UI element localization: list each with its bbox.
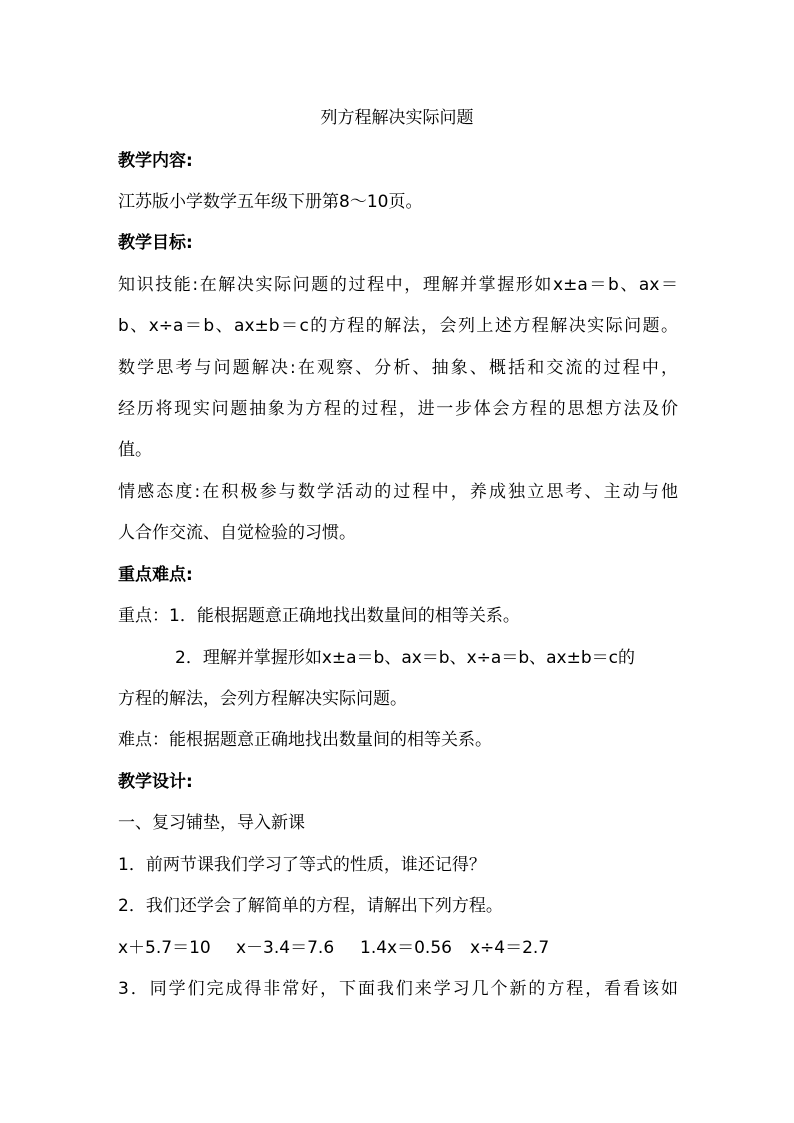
content-heading: 教学内容: — [118, 151, 193, 171]
key-point2-line1: 2．理解并掌握形如x±a＝b、ax＝b、x÷a＝b、ax±b＝c的 — [175, 648, 635, 668]
goal-thinking-line2: 经历将现实问题抽象为方程的过程，进一步体会方程的思想方法及价 — [118, 399, 678, 419]
goal-attitude-line1: 情感态度:在积极参与数学活动的过程中，养成独立思考、主动与他 — [118, 482, 678, 502]
step2-text: 2．我们还学会了解简单的方程，请解出下列方程。 — [118, 896, 503, 916]
design-heading: 教学设计: — [118, 772, 193, 792]
equation-2: x－3.4＝7.6 — [236, 938, 335, 958]
step3-text: 3．同学们完成得非常好，下面我们来学习几个新的方程，看看该如 — [118, 979, 678, 999]
goal-thinking-line3: 值。 — [118, 440, 152, 460]
equation-1: x＋5.7＝10 — [118, 938, 211, 958]
goal-attitude-line2: 人合作交流、自觉检验的习惯。 — [118, 523, 356, 543]
goal-knowledge-line1: 知识技能:在解决实际问题的过程中，理解并掌握形如x±a＝b、ax＝ — [118, 275, 678, 295]
equation-3: 1.4x＝0.56 — [360, 938, 452, 958]
part1-heading: 一、复习铺垫，导入新课 — [118, 813, 305, 833]
goal-knowledge-line2: b、x÷a＝b、ax±b＝c的方程的解法，会列上述方程解决实际问题。 — [118, 316, 678, 336]
equation-4: x÷4＝2.7 — [470, 938, 550, 958]
page-title: 列方程解决实际问题 — [320, 108, 474, 128]
difficulty-text: 难点：能根据题意正确地找出数量间的相等关系。 — [118, 730, 492, 750]
goal-thinking-line1: 数学思考与问题解决:在观察、分析、抽象、概括和交流的过程中， — [118, 358, 678, 378]
equations-row — [118, 936, 678, 960]
key-heading: 重点难点: — [118, 565, 193, 585]
content-text: 江苏版小学数学五年级下册第8～10页。 — [118, 192, 423, 212]
key-point1: 重点：1．能根据题意正确地找出数量间的相等关系。 — [118, 606, 520, 626]
goals-heading: 教学目标: — [118, 233, 193, 253]
step1-text: 1．前两节课我们学习了等式的性质，谁还记得？ — [118, 855, 486, 875]
key-point2-line2: 方程的解法，会列方程解决实际问题。 — [118, 689, 407, 709]
